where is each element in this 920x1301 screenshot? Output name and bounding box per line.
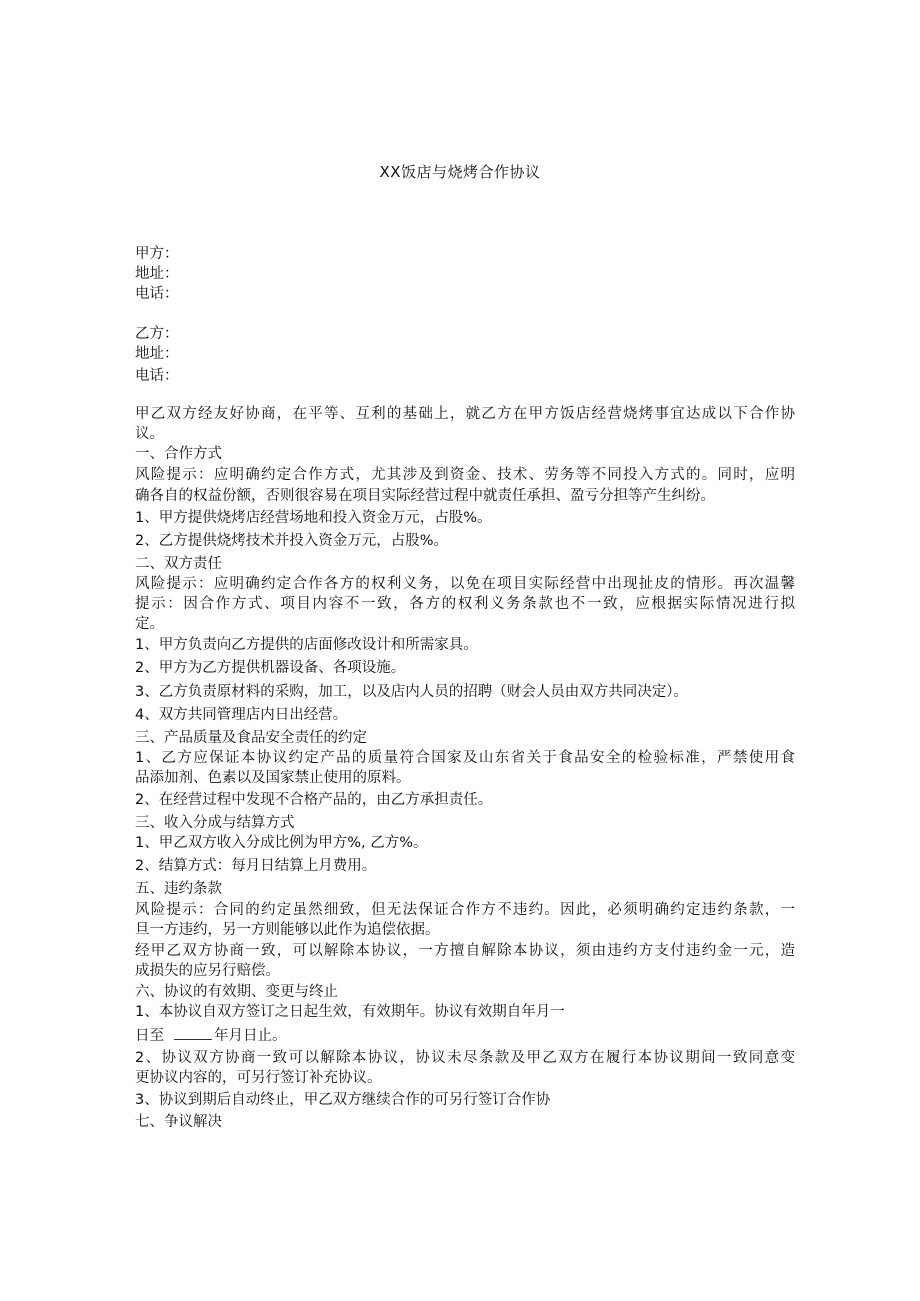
section-heading: 三、产品质量及食品安全责任的约定 — [135, 730, 367, 746]
clause-item: 2、乙方提供烧烤技术并投入资金万元，占股%。 — [135, 533, 449, 549]
clause-item: 4、双方共同管理店内日出经营。 — [135, 707, 348, 723]
section-heading: 一、合作方式 — [135, 446, 222, 462]
clause-item: 2、在经营过程中发现不合格产品的，由乙方承担责任。 — [135, 792, 493, 808]
risk-note-line: 定。 — [135, 616, 164, 632]
party-a-phone-label: 电话： — [135, 286, 179, 302]
clause-item: 1、甲乙双方收入分成比例为甲方%, 乙方%。 — [135, 835, 428, 851]
clause-item: 2、结算方式：每月日结算上月费用。 — [135, 858, 377, 874]
clause-item: 2、甲方为乙方提供机器设备、各项设施。 — [135, 660, 406, 676]
clause-item: 1、甲方负责向乙方提供的店面修改设计和所需家具。 — [135, 637, 478, 653]
risk-note-line: 旦一方违约，另一方则能够以此作为追偿依据。 — [135, 922, 440, 938]
date-range-start-text: 日至 — [135, 1028, 164, 1044]
clause-item: 1、甲方提供烧烤店经营场地和投入资金万元，占股%。 — [135, 510, 492, 526]
party-a-address-label: 地址： — [135, 266, 179, 282]
risk-note-line: 确各自的权益份额，否则很容易在项目实际经营过程中就责任承担、盈亏分担等产生纠纷。 — [135, 488, 715, 504]
intro-paragraph-line: 甲乙双方经友好协商，在平等、互利的基础上，就乙方在甲方饭店经营烧烤事宜达成以下合作协 — [135, 406, 795, 422]
clause-item: 1、本协议自双方签订之日起生效，有效期年。协议有效期自年月一 — [135, 1004, 565, 1020]
clause-item: 品添加剂、色素以及国家禁止使用的原料。 — [135, 770, 411, 786]
document-title: XX饭店与烧烤合作协议 — [379, 163, 541, 181]
risk-note-line: 提示：因合作方式、项目内容不一致，各方的权利义务条款也不一致，应根据实际情况进行拟 — [135, 596, 795, 612]
clause-paragraph-line: 经甲乙双方协商一致，可以解除本协议，一方擅自解除本协议，须由违约方支付违约金一元，造 — [135, 943, 795, 959]
fill-in-blank — [174, 1025, 212, 1040]
party-b-address-label: 地址： — [135, 346, 179, 362]
section-heading: 二、双方责任 — [135, 556, 222, 572]
party-b-name-label: 乙方： — [135, 326, 179, 342]
risk-note-line: 风险提示：应明确约定合作各方的权利义务，以免在项目实际经营中出现扯皮的情形。再次温馨 — [135, 576, 795, 592]
section-heading: 七、争议解决 — [135, 1114, 222, 1130]
clause-item: 更协议内容的，可另行签订补充协议。 — [135, 1070, 382, 1086]
clause-item: 2、协议双方协商一致可以解除本协议，协议未尽条款及甲乙双方在履行本协议期间一致同意变 — [135, 1050, 795, 1066]
date-range-end-text: 年月日止。 — [214, 1028, 287, 1044]
party-a-name-label: 甲方： — [135, 246, 179, 262]
clause-item — [135, 1025, 795, 1046]
intro-paragraph-line: 议。 — [135, 426, 164, 442]
clause-item: 3、协议到期后自动终止，甲乙双方继续合作的可另行签订合作协 — [135, 1092, 551, 1108]
risk-note-line: 风险提示：应明确约定合作方式，尤其涉及到资金、技术、劳务等不同投入方式的。同时，应明 — [135, 467, 795, 483]
risk-note-line: 风险提示：合同的约定虽然细致，但无法保证合作方不违约。因此，必须明确约定违约条款，一 — [135, 902, 795, 918]
section-heading: 三、收入分成与结算方式 — [135, 815, 295, 831]
clause-item: 1、乙方应保证本协议约定产品的质量符合国家及山东省关于食品安全的检验标准，严禁使用食 — [135, 750, 795, 766]
section-heading: 五、违约条款 — [135, 881, 222, 897]
section-heading: 六、协议的有效期、变更与终止 — [135, 984, 338, 1000]
clause-paragraph-line: 成损失的应另行赔偿。 — [135, 963, 280, 979]
clause-item: 3、乙方负责原材料的采购，加工，以及店内人员的招聘（财会人员由双方共同决定）。 — [135, 684, 688, 700]
party-b-phone-label: 电话： — [135, 368, 179, 384]
